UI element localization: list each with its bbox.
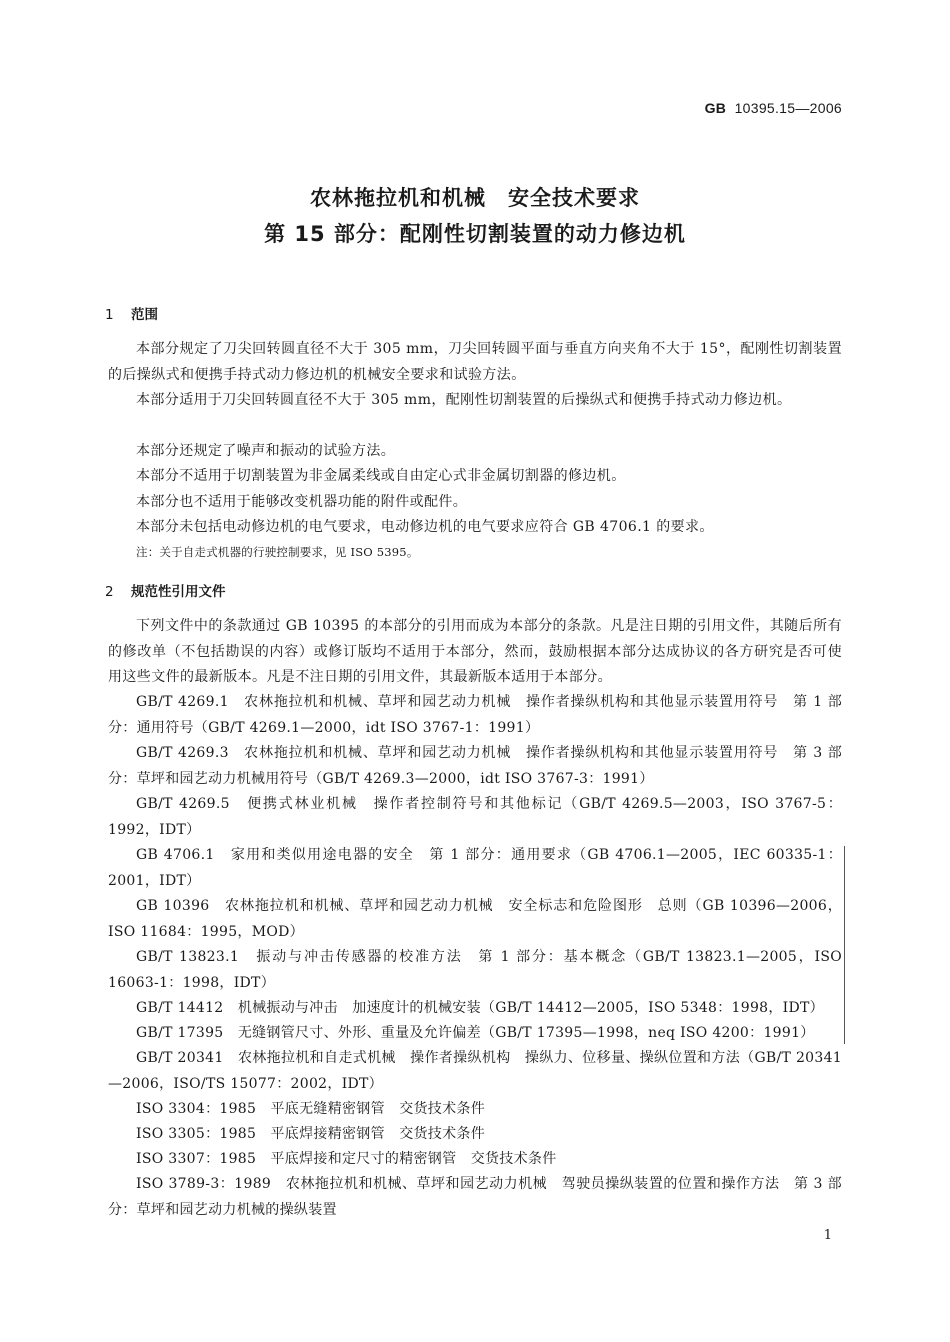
paragraph: 本部分也不适用于能够改变机器功能的附件或配件。 bbox=[136, 494, 468, 510]
section-heading bbox=[105, 580, 226, 600]
reference-item: ISO 3789-3：1989 农林拖拉机和机械、草坪和园艺动力机械 驾驶员操纵装置的位置和操作方法 第 3 部分：草坪和园艺动力机械的操纵装置 bbox=[108, 1176, 842, 1218]
section-title: 规范性引用文件 bbox=[131, 584, 226, 600]
paragraph: 本部分不适用于切割装置为非金属柔线或自由定心式非金属切割器的修边机。 bbox=[136, 468, 626, 484]
reference-item: GB/T 4269.3 农林拖拉机和机械、草坪和园艺动力机械 操作者操纵机构和其他显示装置用符号 第 3 部分：草坪和园艺动力机械用符号（GB/T 4269.3—2000，idt ISO 3767-3：1991） bbox=[108, 745, 842, 787]
document-title-line1: 农林拖拉机和机械 安全技术要求 bbox=[310, 186, 640, 210]
note: 注：关于自走式机器的行驶控制要求，见 ISO 5395。 bbox=[136, 545, 419, 559]
paragraph: 本部分还规定了噪声和振动的试验方法。 bbox=[136, 443, 396, 459]
page-number: 1 bbox=[823, 1228, 832, 1243]
reference-item: GB/T 20341 农林拖拉机和自走式机械 操作者操纵机构 操纵力、位移量、操纵位置和方法（GB/T 20341—2006，ISO/TS 15077：2002，IDT） bbox=[108, 1050, 842, 1092]
section-heading bbox=[105, 303, 158, 323]
reference-item: ISO 3304：1985 平底无缝精密钢管 交货技术条件 bbox=[136, 1101, 486, 1117]
paragraph: 下列文件中的条款通过 GB 10395 的本部分的引用而成为本部分的条款。凡是注日期的引用文件，其随后所有的修改单（不包括勘误的内容）或修订版均不适用于本部分，然而，鼓励根据本部分达成协议的各方研究是否可使用这些文件的最新版本。凡是不注日期的引用文件，其最新版本适用于本部分。 bbox=[108, 618, 842, 685]
document-title-line2: 第 15 部分：配刚性切割装置的动力修边机 bbox=[264, 222, 686, 246]
standard-code: 10395.15—2006 bbox=[734, 100, 842, 116]
section-title: 范围 bbox=[131, 307, 158, 323]
standard-prefix: GB bbox=[704, 100, 727, 116]
standard-number bbox=[705, 100, 842, 116]
reference-item: GB/T 4269.5 便携式林业机械 操作者控制符号和其他标记（GB/T 4269.5—2003，ISO 3767-5：1992，IDT） bbox=[108, 796, 842, 838]
reference-item: GB/T 14412 机械振动与冲击 加速度计的机械安装（GB/T 14412—2005，ISO 5348：1998，IDT） bbox=[136, 1000, 824, 1016]
paragraph: 本部分规定了刀尖回转圆直径不大于 305 mm，刀尖回转圆平面与垂直方向夹角不大于 15°，配刚性切割装置的后操纵式和便携手持式动力修边机的机械安全要求和试验方法。 bbox=[108, 341, 842, 383]
section-number: 1 bbox=[105, 307, 114, 323]
reference-item: ISO 3305：1985 平底焊接精密钢管 交货技术条件 bbox=[136, 1126, 486, 1142]
reference-item: GB/T 13823.1 振动与冲击传感器的校准方法 第 1 部分：基本概念（GB/T 13823.1—2005，ISO 16063-1：1998，IDT） bbox=[108, 949, 842, 991]
reference-item: GB/T 17395 无缝钢管尺寸、外形、重量及允许偏差（GB/T 17395—1998，neq ISO 4200：1991） bbox=[136, 1025, 815, 1041]
reference-item: ISO 3307：1985 平底焊接和定尺寸的精密钢管 交货技术条件 bbox=[136, 1151, 557, 1167]
margin-change-bar bbox=[844, 846, 845, 1044]
reference-item: GB 4706.1 家用和类似用途电器的安全 第 1 部分：通用要求（GB 4706.1—2005，IEC 60335-1：2001，IDT） bbox=[108, 847, 842, 889]
paragraph: 本部分适用于刀尖回转圆直径不大于 305 mm，配刚性切割装置的后操纵式和便携手持式动力修边机。 bbox=[136, 392, 792, 408]
paragraph: 本部分未包括电动修边机的电气要求，电动修边机的电气要求应符合 GB 4706.1 的要求。 bbox=[136, 519, 714, 535]
reference-item: GB 10396 农林拖拉机和机械、草坪和园艺动力机械 安全标志和危险图形 总则（GB 10396—2006，ISO 11684：1995，MOD） bbox=[108, 898, 842, 940]
section-number: 2 bbox=[105, 584, 114, 600]
reference-item: GB/T 4269.1 农林拖拉机和机械、草坪和园艺动力机械 操作者操纵机构和其他显示装置用符号 第 1 部分：通用符号（GB/T 4269.1—2000，idt ISO 3767-1：1991） bbox=[108, 694, 842, 736]
